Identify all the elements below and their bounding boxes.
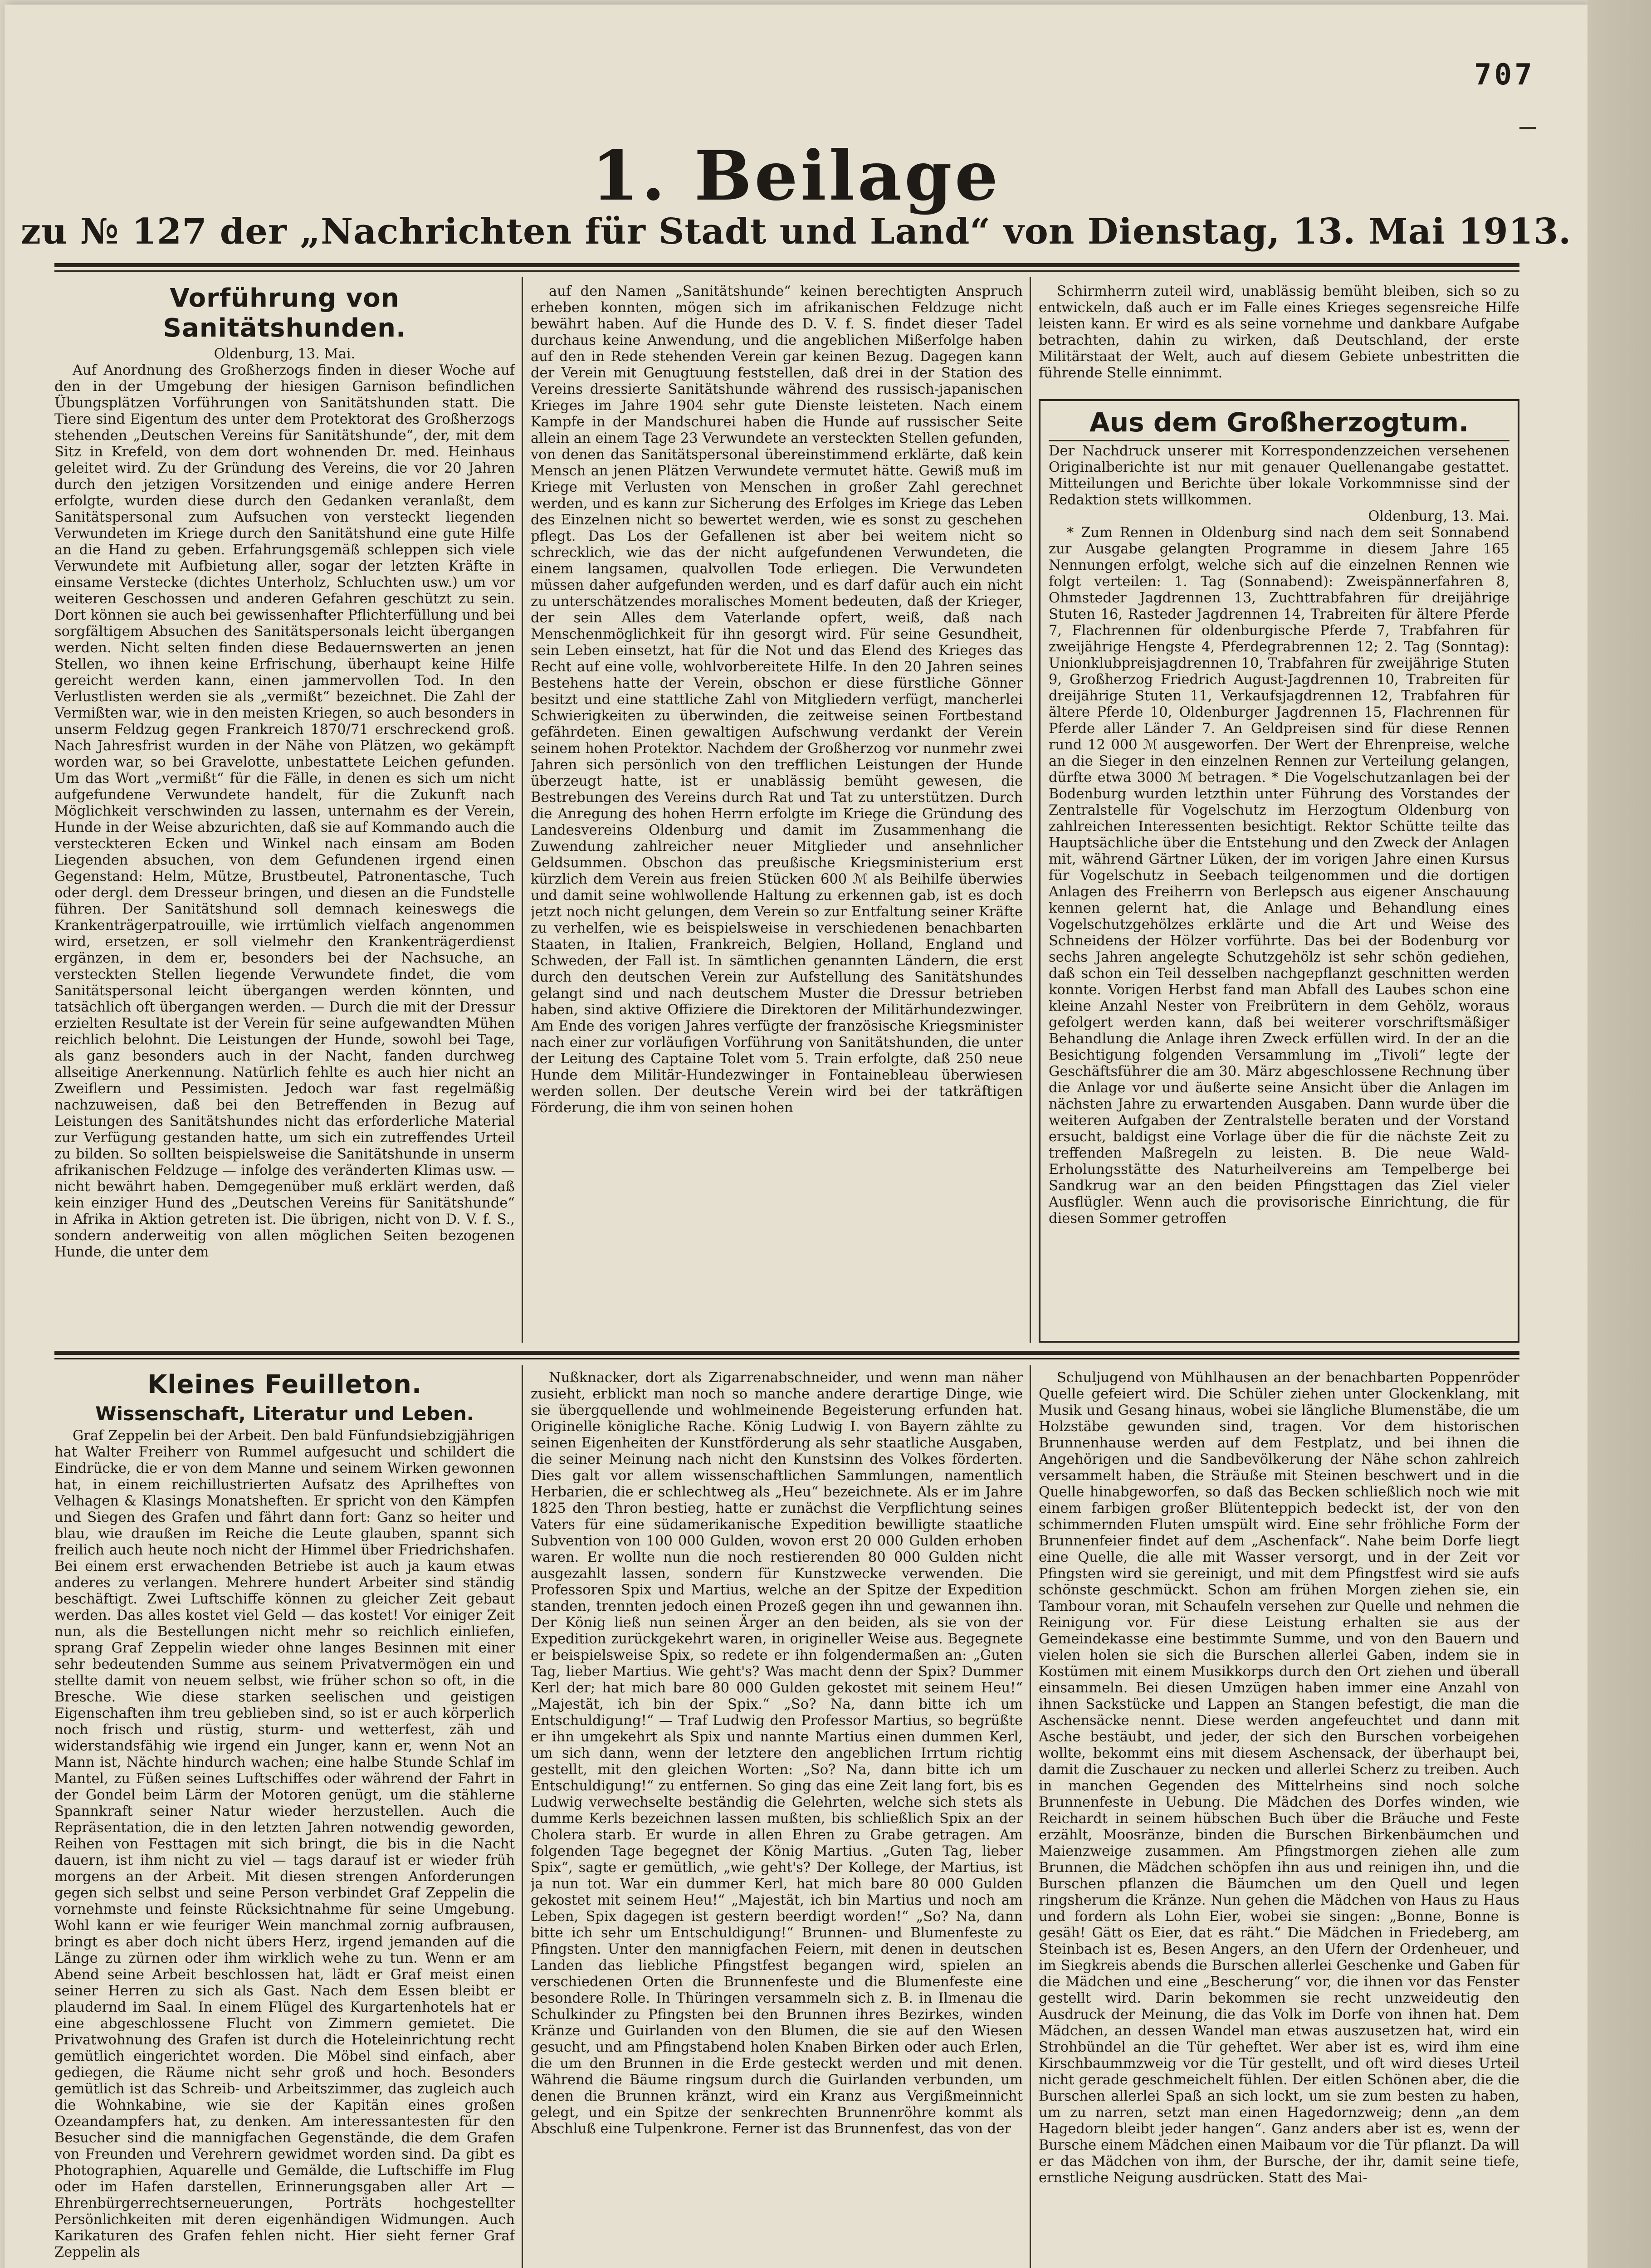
sanitaetshunde-column-3 [1039,284,1519,392]
section-rule [54,1351,1519,1355]
supplement-title: 1. Beilage [591,136,1001,216]
reprint-note: Der Nachdruck unserer mit Korrespondenzzeichen versehenen Originalberichte ist nur mit genauer Quellenangabe gestattet. Mitteilungen und Berichte über lokale Vorkommnisse sind der Redaktion stets willkommen. [1049,443,1509,508]
column-divider [522,1365,523,2268]
grossherzogtum-dateline: Oldenburg, 13. Mai. [1368,508,1509,524]
sanitaetshunde-dateline: Oldenburg, 13. Mai. [214,346,356,362]
page-edge [1588,0,1651,2268]
sanitaetshunde-column-1 [54,284,515,1343]
feuilleton-column-3 [1039,1370,1519,2268]
feuilleton-column-1 [54,1370,515,2268]
masthead-rule-thin [54,270,1519,272]
sanitaetshunde-text-1: Auf Anordnung des Großherzogs finden in dieser Woche auf den in der Umgebung der hiesigen Garnison befindlichen Übungsplätzen Vorführungen von Sanitätshunden statt. Die Tiere sind Eigentum des unter dem Protektorat des Großherzogs stehenden „Deutschen Vereins für Sanitätshunde“, der, mit dem Sitz in Krefeld, von dem dort wohnenden Dr. med. Heinhaus geleitet wird. Zu der Gründung des Vereins, die vor 20 Jahren durch den jetzigen Vorsitzenden und einige andere Herren erfolgte, wurden diese durch den Gedanken veranlaßt, dem Sanitätspersonal zum Aufsuchen von versteckt liegenden Verwundeten im Kriege durch den Sanitätshund eine gute Hilfe an die Hand zu geben. Erfahrungsgemäß schleppen sich viele Verwundete mit Aufbietung aller, sogar der letzten Kräfte in einsame Verstecke (dichtes Unterholz, Schluchten usw.) um vor weiteren Geschossen und anderen Gefahren geschützt zu sein. Dort können sie auch bei gewissenhafter Pflichterfüllung und bei sorgfältigem Absuchen des Sanitätspersonals leicht übergangen werden. Nicht selten finden diese Bedauernswerten an jenen Stellen, wo ihnen keine Erfrischung, überhaupt keine Hilfe gereicht werden kann, einen jammervollen Tod. In den Verlustlisten werden sie als „vermißt“ bezeichnet. Die Zahl der Vermißten war, wie in den meisten Kriegen, so auch besonders in unserm Feldzug gegen Frankreich 1870/71 erschreckend groß. Nach Jahresfrist wurden in der Nähe von Plätzen, wo gekämpft worden war, so bei Gravelotte, unbestattete Leichen gefunden. Um das Wort „vermißt“ für die Fälle, in denen es sich um nicht aufgefundene Verwundete handelt, für die Zukunft nach Möglichkeit verschwinden zu lassen, unternahm es der Verein, Hunde in der Weise abzurichten, daß sie auf Kommando auch die versteckteren Ecken und Winkel nach einsam am Boden Liegenden absuchen, von dem Gefundenen irgend einen Gegenstand: Helm, Mütze, Brustbeutel, Patronentasche, Tuch oder dergl. dem Dresseur bringen, und diesen an die Fundstelle führen. Der Sanitätshund soll demnach keineswegs die Krankenträgerpatrouille, wie irrtümlich vielfach angenommen wird, ersetzen, er soll vielmehr den Krankenträgerdienst ergänzen, in dem er, besonders bei der Nachsuche, an versteckten Stellen liegende Verwundete findet, die vom Sanitätspersonal leicht übergangen werden könnten, und tatsächlich oft übergangen werden. — Durch die mit der Dressur erzielten Resultate ist der Verein für seine aufgewandten Mühen reichlich belohnt. Die Leistungen der Hunde, sowohl bei Tage, als ganz besonders auch in der Nacht, fanden durchweg allseitige Anerkennung. Natürlich fehlte es auch hier nicht an Zweiflern und Pessimisten. Jedoch war fast regelmäßig nachzuweisen, daß bei den Betreffenden in Bezug auf Leistungen des Sanitätshundes nicht das erforderliche Material zur Verfügung gestanden hatte, um sich ein zutreffendes Urteil zu bilden. So sollten beispielsweise die Sanitätshunde in unserm afrikanischen Feldzuge — infolge des veränderten Klimas usw. — nicht bewährt haben. Demgegenüber muß erklärt werden, daß kein einziger Hund des „Deutschen Vereins für Sanitätshunde“ in Afrika in Aktion getreten ist. Die übrigen, nicht von D. V. f. S., sondern anderweitig von allen möglichen Seiten bezogenen Hunde, die unter dem [54,362,515,1260]
section-rule-thin [54,1358,1519,1359]
sanitaetshunde-column-2 [531,284,1023,1343]
feuilleton-text-3: Schuljugend von Mühlhausen an der benachbarten Poppenröder Quelle gefeiert wird. Die Schüler ziehen unter Glockenklang, mit Musik und Gesang hinaus, wobei sie längliche Blumenstäbe, die um Holzstäbe gewunden sind, tragen. Vor dem historischen Brunnenhause werden auf dem Festplatz, und bei ihnen die Angehörigen und die Sandbevölkerung der Nähe schon zahlreich versammelt haben, die Sträuße mit Steinen beschwert und in die Quelle hinabgeworfen, so daß das Becken schließlich noch wie mit einem farbigen großer Blütenteppich bedeckt ist, der von den schimmernden Fluten umspült wird. Eine sehr fröhliche Form der Brunnenfeier findet auf dem „Aschenfack“. Nahe beim Dorfe liegt eine Quelle, die alle mit Wasser versorgt, und in der Zeit vor Pfingsten wird sie gereinigt, und mit dem Pfingstfest wird sie aufs schönste geschmückt. Schon am frühen Morgen ziehen sie, ein Tambour voran, mit Schaufeln versehen zur Quelle und nehmen die Reinigung vor. Für diese Leistung erhalten sie aus der Gemeindekasse eine bestimmte Summe, und von den Bauern und vielen holen sie sich die Burschen allerlei Gaben, indem sie in Kostümen mit einem Musikkorps durch den Ort ziehen und überall einsammeln. Bei diesen Umzügen haben immer eine Anzahl von ihnen Sackstücke und Lappen an Stangen befestigt, die man die Aschensäcke nennt. Diese werden angefeuchtet und dann mit Asche bestäubt, und jeder, der sich den Burschen vorbeigehen wollte, bekommt eins mit diesem Aschensack, der überhaupt bei, damit die Zuschauer zu necken und allerlei Scherz zu treiben. Auch in manchen Gegenden des Mittelrheins sind noch solche Brunnenfeste in Uebung. Die Mädchen des Dorfes winden, wie Reichardt in seinem hübschen Buch über die Bräuche und Feste erzählt, Moosränze, binden die Burschen Birkenbäumchen und Maienzweige zusammen. Am Pfingstmorgen ziehen alle zum Brunnen, die Mädchen schöpfen ihn aus und reinigen ihn, und die Burschen pflanzen die Bäumchen um den Quell und legen ringsherum die Kränze. Nun gehen die Mädchen von Haus zu Haus und fordern als Lohn Eier, wobei sie singen: „Bonne, Bonne is gesäh! Gätt os Eier, dat es räht.“ Die Mädchen in Friedeberg, am Steinbach ist es, Besen Angers, an den Ufern der Ordenheuer, und im Siegkreis abends die Burschen allerlei Geschenke und Gaben für die Mädchen und eine „Bescherung“ vor, die ihnen vor das Fenster gestellt wird. Darin bekommen sie recht unzweideutig den Ausdruck der Meinung, die das Volk im Dorfe von ihnen hat. Dem Mädchen, an dessen Wandel man etwas auszusetzen hat, wird ein Strohbündel an die Tür geheftet. Wer aber ist es, wird ihm eine Kirschbaummzweig vor die Tür gestellt, und oft wird dieses Urteil nicht gerade geschmeichelt fühlen. Der eitlen Schönen aber, die die Burschen allerlei Spaß an sich lockt, um sie zum besten zu haben, um zu narren, setzt man einen Hagedornzweig; denn „an dem Hagedorn bleibt jeder hangen“. Ganz anders aber ist es, wenn der Bursche einem Mädchen einen Maibaum vor die Tür pflanzt. Da will er das Mädchen von ihm, der Bursche, der ihr, damit seine tiefe, ernstliche Neigung ausdrücken. Statt des Mai- [1039,1370,1519,2186]
sanitaetshunde-title: Vorführung von Sanitätshunden. [163,284,406,343]
masthead-rule [54,263,1519,267]
sanitaetshunde-text-2: auf den Namen „Sanitätshunde“ keinen berechtigten Anspruch erheben konnten, mögen sich im afrikanischen Feldzuge nicht bewährt haben. Auf die Hunde des D. V. f. S. findet dieser Tadel durchaus keine Anwendung, und die angeblichen Mißerfolge haben auf den in Rede stehenden Verein gar keinen Bezug. Dagegen kann der Verein mit Genugtuung feststellen, daß drei in der Station des Vereins dressierte Sanitätshunde während des russisch-japanischen Krieges im Jahre 1904 sehr gute Dienste leisteten. Nach einem Kampfe in der Mandschurei haben die Hunde auf russischer Seite allein an einem Tage 23 Verwundete an versteckten Stellen gefunden, von denen das Sanitätspersonal übereinstimmend erklärte, daß kein Mensch an jenen Plätzen Verwundete vermutet hätte. Gewiß muß im Kriege mit Verlusten von Menschen in großer Zahl gerechnet werden, und es kann zur Sicherung des Erfolges im Kriege das Leben des Einzelnen nicht so bewertet werden, wie es sonst zu geschehen pflegt. Das Los der Gefallenen ist aber bei weitem nicht so schrecklich, wie das der nicht aufgefundenen Verwundeten, die einem langsamen, qualvollen Tode erliegen. Die Verwundeten müssen daher aufgefunden werden, und es darf dafür auch ein nicht zu unterschätzendes moralisches Moment bedeuten, daß der Krieger, der sein Alles dem Vaterlande opfert, weiß, daß nach Menschenmöglichkeit für ihn gesorgt wird. Für seine Gesundheit, sein Leben einsetzt, hat für die Not und das Elend des Krieges das Recht auf eine volle, wohlvorbereitete Hilfe. In den 20 Jahren seines Bestehens hatte der Verein, obschon er diese fürstliche Gönner besitzt und eine stattliche Zahl von Mitgliedern verfügt, mancherlei Schwierigkeiten zu überwinden, die zeitweise seinen Fortbestand gefährdeten. Einen gewaltigen Aufschwung verdankt der Verein seinem hohen Protektor. Nachdem der Großherzog vor nunmehr zwei Jahren sich persönlich von den trefflichen Leistungen der Hunde überzeugt hatte, ist er unablässig bemüht gewesen, die Bestrebungen des Vereins durch Rat und Tat zu unterstützen. Durch die Anregung des hohen Herrn erfolgte im Kriege die Gründung des Landesvereins Oldenburg und damit im Zusammenhang die Zuwendung zahlreicher neuer Mitglieder und ansehnlicher Geldsummen. Obschon das preußische Kriegsministerium erst kürzlich dem Verein aus freien Stücken 600 ℳ als Beihilfe überwies und damit seine wohlwollende Haltung zu erkennen gab, ist es doch jetzt noch nicht gelungen, dem Verein so zur Entfaltung seiner Kräfte zu verhelfen, wie es beispielsweise in verschiedenen benachbarten Staaten, in Italien, Frankreich, Belgien, Holland, England und Schweden, der Fall ist. In sämtlichen genannten Ländern, die erst durch den deutschen Verein zur Aufstellung des Sanitätshundes gelangt sind und nach deutschem Muster die Dressur betrieben haben, sind aktive Offiziere die Direktoren der Militärhundezwinger. Am Ende des vorigen Jahres verfügte der französische Kriegsminister nach einer zur vorläufigen Vorführung von Sanitätshunden, die unter der Leitung des Captaine Tolet vom 5. Train erfolgte, daß 250 neue Hunde dem Militär-Hundezwinger in Fontainebleau überwiesen werden sollen. Der deutsche Verein wird bei der tatkräftigen Förderung, die ihm von seinen hohen [531,284,1023,1116]
feuilleton-title: Kleines Feuilleton. [147,1370,422,1399]
column-divider [1030,1365,1031,2268]
newspaper-page [5,5,1588,2268]
grossherzogtum-title: Aus dem Großherzogtum. [1049,407,1509,441]
margin-mark [1519,127,1536,129]
column-divider [522,277,523,1343]
feuilleton-text-2: Nußknacker, dort als Zigarrenabschneider, und wenn man näher zusieht, erblickt man noch so manche andere derartige Dinge, wie sie übergquellende und wohlmeinende Begeisterung erfunden hat. Originelle königliche Rache. König Ludwig I. von Bayern zählte zu seinen Eigenheiten der Kunstförderung als sehr staatliche Ausgaben, die seiner Meinung nach nicht den Kunstsinn des Volkes förderten. Dies galt vor allem wissenschaftlichen Sammlungen, namentlich Herbarien, die er schlechtweg als „Heu“ bezeichnete. Als er im Jahre 1825 den Thron bestieg, hatte er zunächst die Verpflichtung seines Vaters für eine südamerikanische Expedition bewilligte staatliche Subvention von 100 000 Gulden, wovon erst 20 000 Gulden erhoben waren. Er wollte nun die noch restierenden 80 000 Gulden nicht ausgezahlt lassen, sondern für Kunstzwecke verwenden. Die Professoren Spix und Martius, welche an der Spitze der Expedition standen, trennten jedoch einen Prozeß gegen ihn und gewannen ihn. Der König ließ nun seinen Ärger an den beiden, als sie von der Expedition zurückgekehrt waren, in origineller Weise aus. Begegnete er beispielsweise Spix, so redete er ihn folgendermaßen an: „Guten Tag, lieber Martius. Wie geht's? Was macht denn der Spix? Dummer Kerl der; hat mich bare 80 000 Gulden gekostet mit seinem Heu!“ „Majestät, ich bin der Spix.“ „So? Na, dann bitte ich um Entschuldigung!“ — Traf Ludwig den Professor Martius, so begrüßte er ihn umgekehrt als Spix und nannte Martius einen dummen Kerl, um sich dann, wenn der letztere den angeblichen Irrtum richtig gestellt, mit den gleichen Worten: „So? Na, dann bitte ich um Entschuldigung!“ zu entfernen. So ging das eine Zeit lang fort, bis es Ludwig verwechselte beständig die Gelehrten, welche sich stets als dumme Kerls bezeichnen lassen mußten, bis schließlich Spix an der Cholera starb. Er wurde in allen Ehren zu Grabe getragen. Am folgenden Tage begegnet der König Martius. „Guten Tag, lieber Spix“, sagte er gemütlich, „wie geht's? Der Kollege, der Martius, ist ja nun tot. War ein dummer Kerl, hat mich bare 80 000 Gulden gekostet mit seinem Heu!“ „Majestät, ich bin Martius und noch am Leben, Spix dagegen ist gestern beerdigt worden!“ „So? Na, dann bitte ich sehr um Entschuldigung!“ Brunnen- und Blumenfeste zu Pfingsten. Unter den mannigfachen Feiern, mit denen in deutschen Landen das liebliche Pfingstfest begangen wird, spielen an verschiedenen Orten die Brunnenfeste und die Blumenfeste eine besondere Rolle. In Thüringen versammeln sich z. B. in Ilmenau die Schulkinder zu Pfingsten bei den Brunnen ihres Bezirkes, winden Kränze und Guirlanden von den Blumen, die sie auf den Wiesen gesucht, und am Pfingstabend holen Knaben Birken oder auch Erlen, die um den Brunnen in die Erde gesteckt werden und mit denen. Während die Bäume ringsum durch die Guirlanden verbunden, um denen die Brunnen kränzt, wird ein Kranz aus Vergißmeinnicht gelegt, und ein Spitze der senkrechten Brunnenröhre kommt als Abschluß eine Tulpenkrone. Ferner ist das Brunnenfest, das von der [531,1370,1023,2137]
feuilleton-text-1: Graf Zeppelin bei der Arbeit. Den bald Fünfundsiebzigjährigen hat Walter Freiherr von Rummel aufgesucht und schildert die Eindrücke, die er von dem Manne und seinem Wirken gewonnen hat, in einem reichillustrierten Aufsatz des Aprilheftes von Velhagen & Klasings Monatsheften. Er spricht von den Kämpfen und Siegen des Grafen und fährt dann fort: Ganz so heiter und blau, wie draußen im Reiche die Leute glauben, spannt sich freilich auch heute noch nicht der Himmel über Friedrichshafen. Bei einem erst erwachenden Betriebe ist auch ja kaum etwas anderes zu verlangen. Mehrere hundert Arbeiter sind ständig beschäftigt. Zwei Luftschiffe können zu gleicher Zeit gebaut werden. Das alles kostet viel Geld — das kostet! Vor einiger Zeit nun, als die Bestellungen nicht mehr so reichlich einliefen, sprang Graf Zeppelin wieder ohne langes Besinnen mit einer sehr bedeutenden Summe aus seinem Privatvermögen ein und stellte damit von neuem selbst, wie früher schon so oft, in die Bresche. Wie diese starken seelischen und geistigen Eigenschaften ihm treu geblieben sind, so ist er auch körperlich noch frisch und rüstig, sturm- und wetterfest, zäh und widerstandsfähig wie irgend ein Junger, kann er, wenn Not an Mann ist, Nächte hindurch wachen; eine halbe Stunde Schlaf im Mantel, zu Füßen seines Luftschiffes oder während der Fahrt in der Gondel beim Lärm der Motoren genügt, um die stählerne Spannkraft seiner Natur wieder herzustellen. Auch die Repräsentation, die in den letzten Jahren notwendig geworden, Reihen von Festtagen mit sich bringt, die bis in die Nacht dauern, ist ihm nicht zu viel — tags darauf ist er wieder früh morgens an der Arbeit. Mit diesen strengen Anforderungen gegen sich selbst und seine Person verbindet Graf Zeppelin die vornehmste und feinste Rücksichtnahme für seine Umgebung. Wohl kann er wie feuriger Wein manchmal zornig aufbrausen, bringt es aber doch nicht übers Herz, irgend jemanden auf die Länge zu zürnen oder ihm wirklich wehe zu tun. Wenn er am Abend seine Arbeit beschlossen hat, lädt er Graf meist einen seiner Herren zu sich als Gast. Nach dem Essen bleibt er plaudernd im Saal. In einem Flügel des Kurgartenhotels hat er eine abgeschlossene Flucht von Zimmern gemietet. Die Privatwohnung des Grafen ist durch die Hoteleinrichtung recht gemütlich eingerichtet worden. Die Möbel sind einfach, aber gediegen, die Räume nicht sehr groß und hoch. Besonders gemütlich ist das Schreib- und Arbeitszimmer, das zugleich auch die Wohnkabine, wie sie der Kapitän eines großen Ozeandampfers hat, zu denken. Am interessantesten für den Besucher sind die mannigfachen Gegenstände, die dem Grafen von Freunden und Verehrern gewidmet worden sind. Da gibt es Photographien, Aquarelle und Gemälde, die Luftschiffe im Flug oder im Hafen darstellen, Erinnerungsgaben aller Art — Ehrenbürgerrechtserneuerungen, Porträts hochgestellter Persönlichkeiten mit deren eigenhändigen Widmungen. Auch Karikaturen des Grafen fehlen nicht. Hier sieht ferner Graf Zeppelin als [54,1428,515,2260]
feuilleton-subtitle: Wissenschaft, Literatur und Leben. [95,1403,474,1425]
supplement-subtitle: zu № 127 der „Nachrichten für Stadt und Land“ von Dienstag, 13. Mai 1913. [20,211,1572,252]
grossherzogtum-box [1039,399,1519,1343]
grossherzogtum-text: * Zum Rennen in Oldenburg sind nach dem seit Sonnabend zur Ausgabe gelangten Programme in diesem Jahre 165 Nennungen erfolgt, welche sich auf die einzelnen Rennen wie folgt verteilen: 1. Tag (Sonnabend): Zweispännerfahren 8, Ohmsteder Jagdrennen 13, Zuchttrabfahren für dreijährige Stuten 16, Rasteder Jagdrennen 14, Trabreiten für ältere Pferde 7, Flachrennen für oldenburgische Pferde 7, Trabfahren für zweijährige Hengste 4, Pferdegrabrennen 12; 2. Tag (Sonntag): Unionklubpreisjagdrennen 10, Trabfahren für zweijährige Stuten 9, Großherzog Friedrich August-Jagdrennen 10, Trabreiten für dreijährige Stuten 11, Verkaufsjagdrennen 12, Trabfahren für ältere Pferde 10, Oldenburger Jagdrennen 15, Flachrennen für Pferde aller Länder 7. An Geldpreisen sind für diese Rennen rund 12 000 ℳ ausgeworfen. Der Wert der Ehrenpreise, welche an die Sieger in den einzelnen Rennen zur Verteilung gelangen, dürfte etwa 3000 ℳ betragen. * Die Vogelschutzanlagen bei der Bodenburg wurden letzthin unter Führung des Vorstandes der Zentralstelle für Vogelschutz im Herzogtum Oldenburg von zahlreichen Interessenten besichtigt. Rektor Schütte teilte das Hauptsächliche über die Entstehung und den Zweck der Anlagen mit, während Gärtner Lüken, der im vorigen Jahre einen Kursus für Vogelschutz in Seebach teilgenommen und die dortigen Anlagen des Freiherrn von Berlepsch aus eigener Anschauung kennen gelernt hat, die Anlage und Behandlung eines Vogelschutzgehölzes erklärte und die Art und Weise des Schneidens der Hölzer vorführte. Das bei der Bodenburg vor sechs Jahren angelegte Schutzgehölz ist sehr schön gediehen, daß schon ein Teil desselben nachgepflanzt geschnitten werden konnte. Vorigen Herbst fand man Abfall des Laubes schon eine kleine Anzahl Nester von Freibrütern in dem Gehölz, woraus gefolgert werden kann, daß bei weiterer vorschriftsmäßiger Behandlung die Anlage ihren Zweck erfüllen wird. In der an die Besichtigung folgenden Versammlung im „Tivoli“ legte der Geschäftsführer die am 30. März abgeschlossene Rechnung über die Anlage vor und äußerte seine Ansicht über die Anlagen im nächsten Jahre zu erwartenden Ausgaben. Dann wurde über die weiteren Aufgaben der Zentralstelle beraten und der Vorstand ersucht, baldigst eine Vorlage über die für die nächste Zeit zu treffenden Maßregeln zu leisten. B. Die neue Wald-Erholungsstätte des Naturheilvereins am Tempelberge bei Sandkrug war an den beiden Pfingsttagen das Ziel vieler Ausflügler. Wenn auch die provisorische Einrichtung, die für diesen Sommer getroffen [1049,525,1509,1227]
column-divider [1030,277,1031,1343]
sanitaetshunde-text-3: Schirmherrn zuteil wird, unablässig bemüht bleiben, sich so zu entwickeln, daß auch er im Falle eines Krieges segensreiche Hilfe leisten kann. Er wird es als seine vornehme und dankbare Aufgabe betrachten, dahin zu wirken, daß Deutschland, der erste Militärstaat der Welt, auch auf diesem Gebiete unbestritten die führende Stelle einnimmt. [1039,284,1519,381]
page-number: 707 [1474,58,1535,92]
feuilleton-column-2 [531,1370,1023,2268]
